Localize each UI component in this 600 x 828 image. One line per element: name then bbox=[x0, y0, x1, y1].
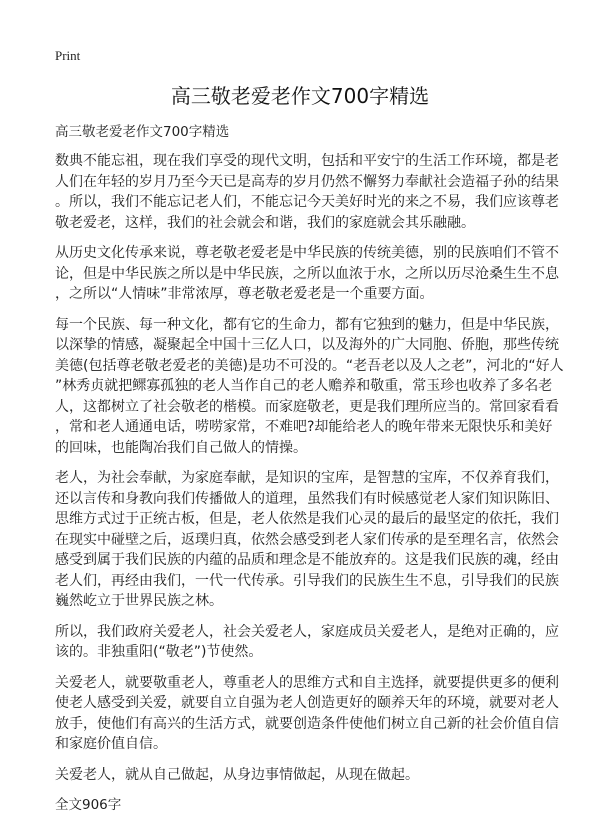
paragraph-line: 思维方式过于正统古板，但是，老人依然是我们心灵的最后的最坚定的依托，我们 bbox=[55, 511, 559, 527]
paragraph-line: 在现实中碰壁之后，返璞归真，依然会感受到老人家们传承的是至理名言，依然会 bbox=[55, 531, 559, 548]
paragraph-line: 敬老爱老，这样，我们的社会就会和谐，我们的家庭就会其乐融融。 bbox=[55, 214, 475, 231]
paragraph-line: 所以，我们政府关爱老人，社会关爱老人，家庭成员关爱老人，是绝对正确的，应 bbox=[55, 623, 559, 640]
paragraph-line: 数典不能忘祖，现在我们享受的现代文明，包括和平安宁的生活工作环境，都是老 bbox=[55, 153, 559, 169]
paragraph-line: 的回味，也能陶冶我们自己做人的情操。 bbox=[55, 439, 307, 456]
paragraph-line: 关爱老人，就从自己做起，从身边事情做起，从现在做起。 bbox=[55, 766, 419, 783]
paragraph-line: ”林秀贞就把鳏寡孤独的老人当作自己的老人赡养和敬重，常玉珍也收养了多名老 bbox=[55, 378, 553, 394]
paragraph-line: 巍然屹立于世界民族之林。 bbox=[55, 593, 223, 609]
paragraph-line: ，之所以“人情味”非常浓厚，尊老敬老爱老是一个重要方面。 bbox=[55, 286, 434, 302]
paragraph-line: 还以言传和身教向我们传播做人的道理，虽然我们有时候感觉老人家们知识陈旧、 bbox=[55, 490, 559, 507]
paragraph-5 bbox=[55, 622, 559, 663]
document-title: 高三敬老爱老作文700字精选 bbox=[170, 84, 430, 108]
paragraph-3 bbox=[55, 315, 564, 459]
paragraph-line: 老人们，再经由我们，一代一代传承。引导我们的民族生生不息，引导我们的民族 bbox=[55, 572, 559, 589]
print-label: Print bbox=[55, 48, 81, 63]
paragraph-line: 老人，为社会奉献，为家庭奉献，是知识的宝库，是智慧的宝库，不仅养育我们， bbox=[55, 470, 559, 486]
paragraph-7 bbox=[55, 765, 520, 786]
paragraph-6 bbox=[55, 673, 559, 755]
paragraph-line: 以深挚的情感，凝聚起全中国十三亿人口，以及海外的广大同胞、侨胞，那些传统 bbox=[55, 337, 559, 353]
document-subtitle: 高三敬老爱老作文700字精选 bbox=[55, 124, 230, 140]
paragraph-line: 使老人感受到关爱，就要自立自强为老人创造更好的颐养天年的环境，就要对老人 bbox=[55, 695, 559, 711]
paragraph-line: 每一个民族、每一种文化，都有它的生命力，都有它独到的魅力，但是中华民族， bbox=[55, 316, 559, 333]
paragraph-line: 从历史文化传承来说，尊老敬老爱老是中华民族的传统美德，别的民族咱们不管不 bbox=[55, 245, 559, 261]
word-count: 全文906字 bbox=[55, 797, 122, 813]
paragraph-line: 关爱老人，就要敬重老人，尊重老人的思维方式和自主选择，就要提供更多的便利 bbox=[55, 674, 559, 691]
paragraph-4 bbox=[55, 468, 559, 612]
paragraph-line: 人，这都树立了社会敬老的楷模。而家庭敬老，更是我们理所应当的。常回家看看 bbox=[55, 398, 559, 415]
paragraph-line: 和家庭价值自信。 bbox=[55, 736, 167, 752]
paragraph-2 bbox=[55, 243, 559, 305]
paragraph-line: 放手，使他们有高兴的生活方式，就要创造条件使他们树立自己新的社会价值自信 bbox=[55, 715, 559, 732]
paragraph-line: 论，但是中华民族之所以是中华民族，之所以血浓于水，之所以历尽沧桑生生不息 bbox=[55, 265, 559, 282]
document-body bbox=[55, 151, 564, 826]
paragraph-line: 感受到属于我们民族的内蕴的品质和理念是不能放弃的。这是我们民族的魂，经由 bbox=[55, 552, 559, 568]
paragraph-line: ，常和老人通通电话，唠唠家常，不难吧?却能给老人的晚年带来无限快乐和美好 bbox=[55, 419, 553, 435]
paragraph-line: 人们在年轻的岁月乃至今天已是高寿的岁月仍然不懈努力奉献社会造福子孙的结果 bbox=[55, 173, 559, 190]
paragraph-line: 美德(包括尊老敬老爱老的美德)是功不可没的。“老吾老以及人之老”，河北的“好人 bbox=[55, 357, 564, 374]
paragraph-1 bbox=[55, 151, 559, 233]
paragraph-line: 。所以，我们不能忘记老人们，不能忘记今天美好时光的来之不易，我们应该尊老 bbox=[55, 194, 559, 210]
paragraph-line: 该的。非独重阳(“敬老”)节使然。 bbox=[55, 644, 263, 660]
